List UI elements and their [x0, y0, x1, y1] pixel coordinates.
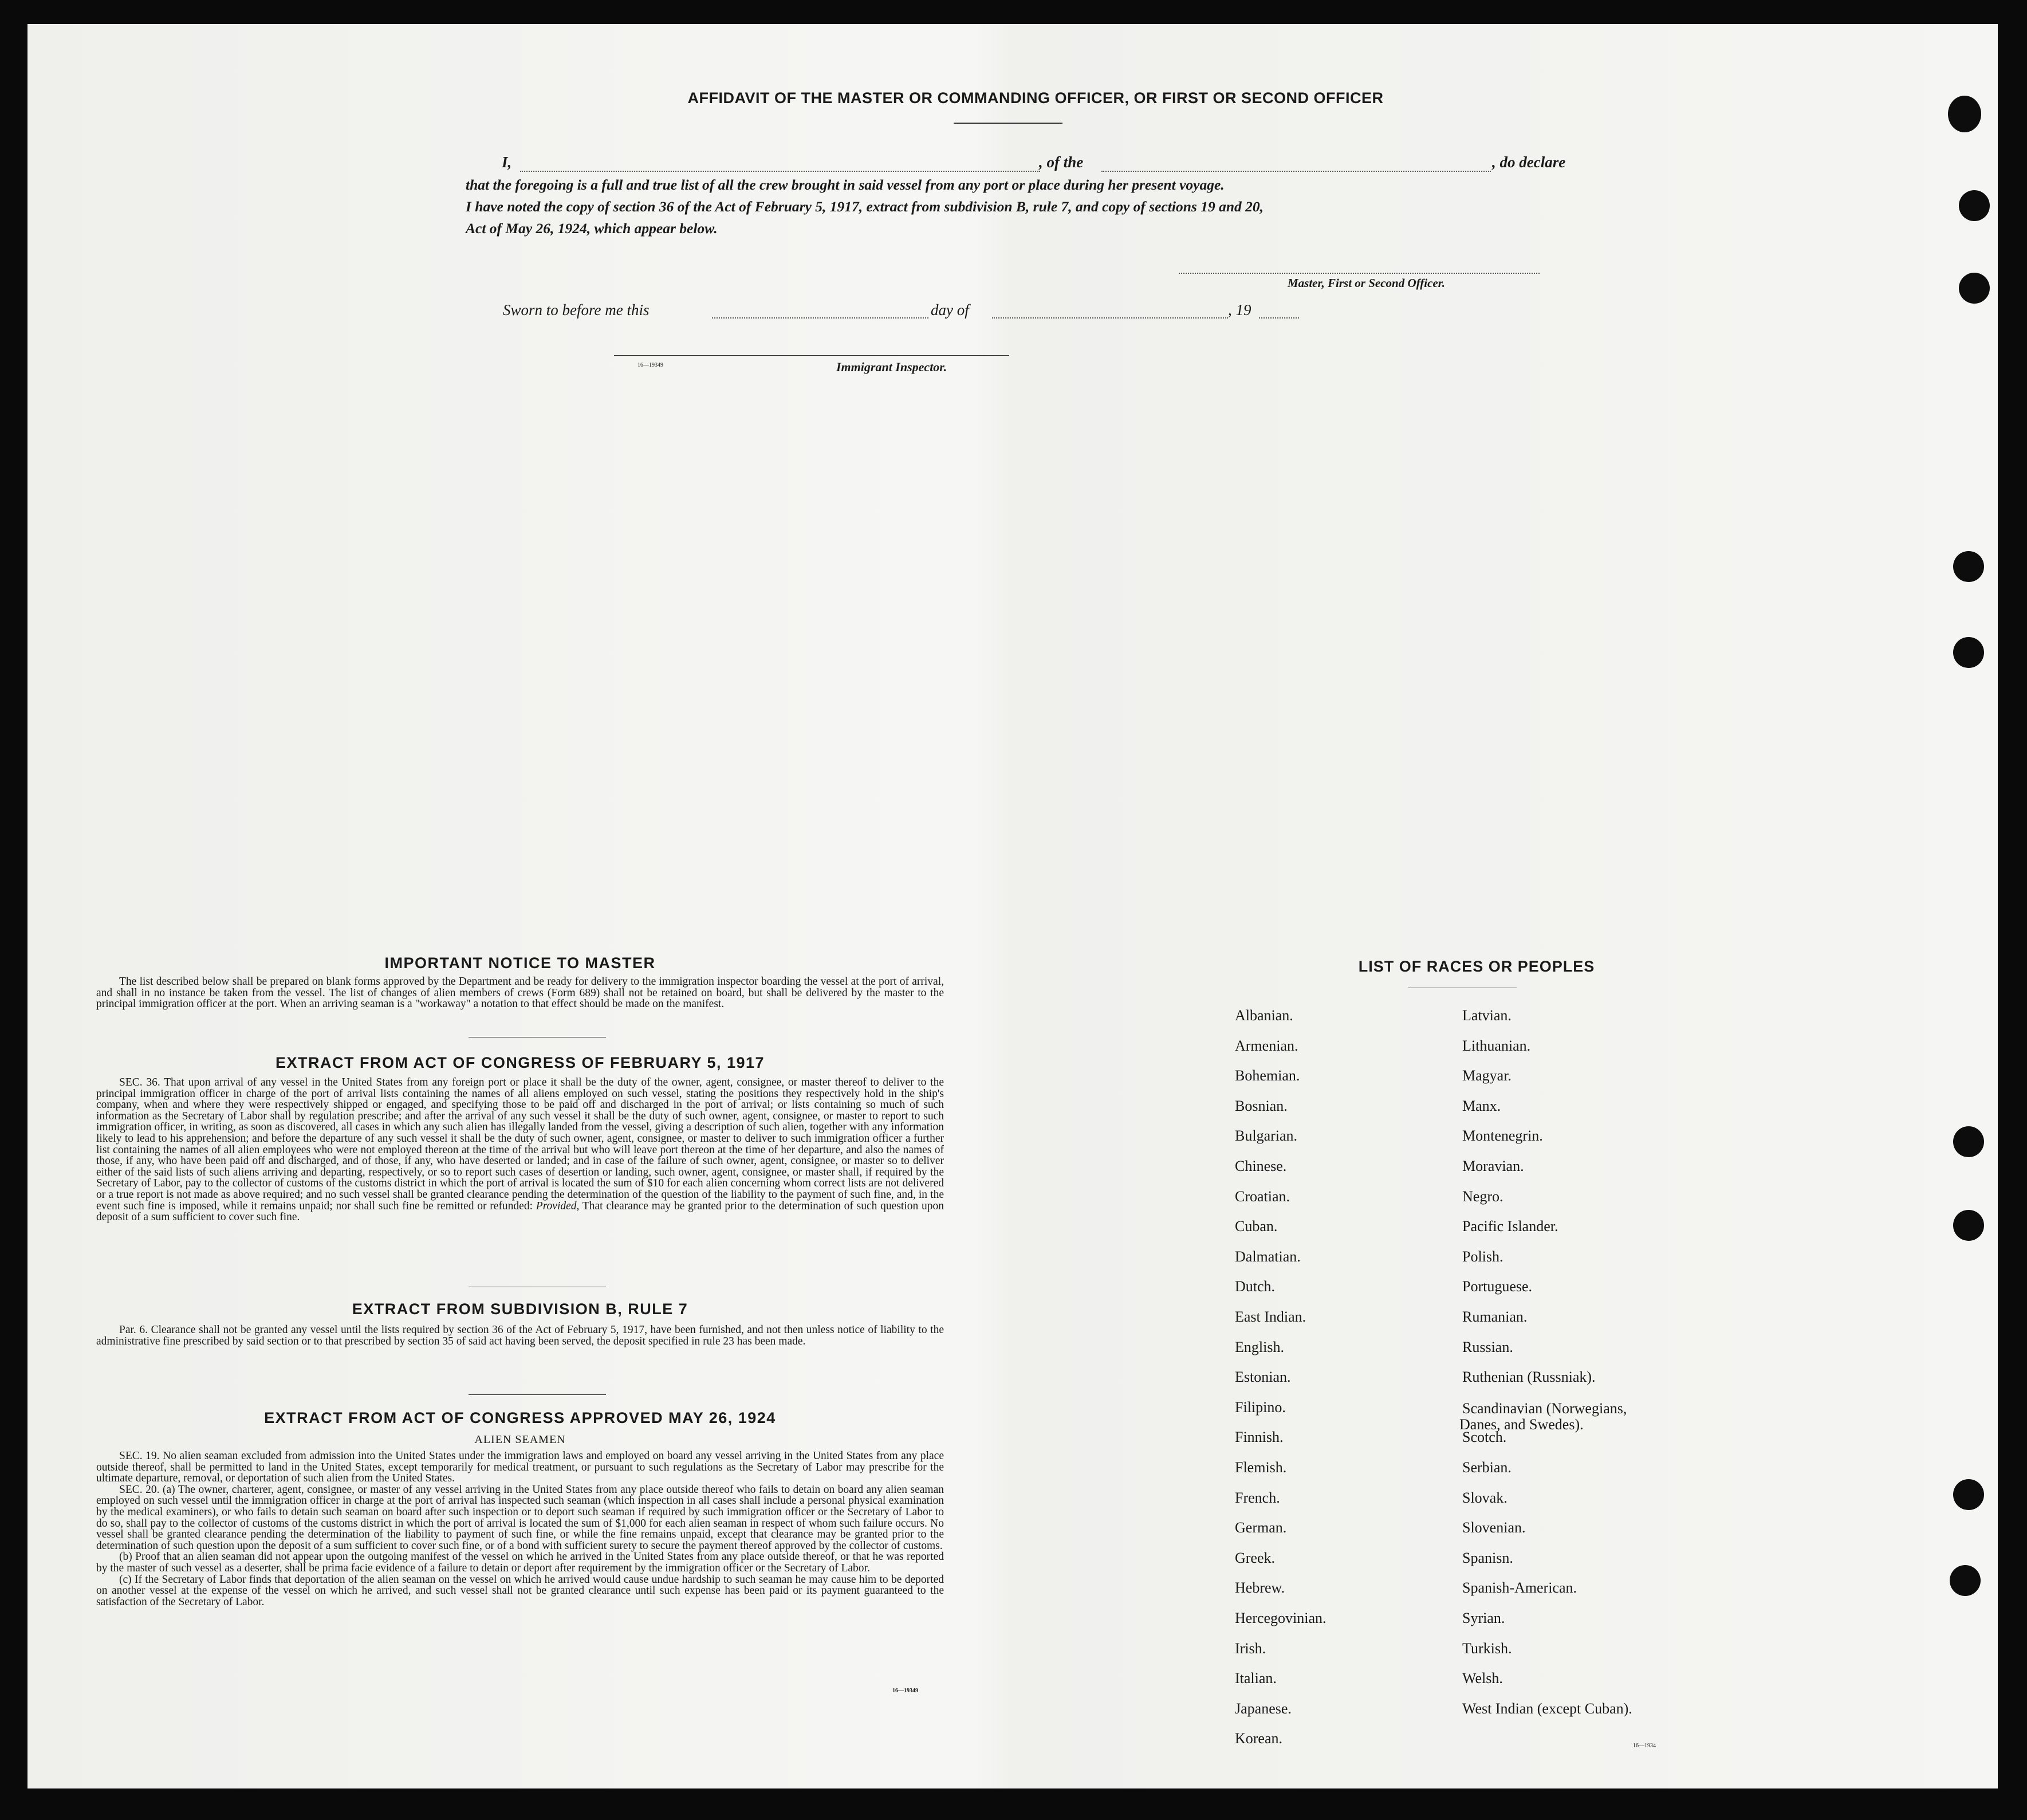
race-item: Hercegovinian.: [1235, 1610, 1327, 1626]
master-signature-blank: [1179, 273, 1540, 274]
race-item: Armenian.: [1235, 1037, 1298, 1054]
name-blank: [520, 171, 1040, 172]
race-item: German.: [1235, 1519, 1287, 1536]
race-item: Welsh.: [1462, 1670, 1503, 1687]
inspector-signature-line: [614, 355, 1009, 356]
race-item: Ruthenian (Russniak).: [1462, 1369, 1596, 1386]
extract-1924-title: EXTRACT FROM ACT OF CONGRESS APPROVED MAY 26, 1924: [264, 1409, 776, 1426]
form-number: 16—1934: [1633, 1743, 1656, 1749]
notice-text: The list described below shall be prepared on blank forms approved by the Department and be ready for delivery to the immigration inspector boarding the vessel at the port of arrival, and shall in no instance be taken from the vessel. The list of changes of alien members of crews (Form 689) shall not be retained on board, but shall be delivered by the master to the principal immigration officer at the port. When an arriving seaman is a "workaway" a notation to that effect should be made on the manifest.: [96, 976, 944, 1011]
race-item: Portuguese.: [1462, 1278, 1533, 1295]
race-item: Russian.: [1462, 1338, 1513, 1355]
punch-hole: [1950, 1565, 1981, 1596]
race-item: Pacific Islander.: [1462, 1218, 1558, 1235]
affidavit-title: AFFIDAVIT OF THE MASTER OR COMMANDING OFFICER, OR FIRST OR SECOND OFFICER: [687, 89, 1384, 107]
race-item: Croatian.: [1235, 1188, 1290, 1205]
race-item: Dutch.: [1235, 1278, 1276, 1295]
race-item: Serbian.: [1462, 1459, 1512, 1476]
form-number: 16—19349: [637, 362, 663, 368]
proviso-rest: That clearance may be granted prior to the determination of such question upon deposit of a sum sufficient to cover such fine.: [96, 1200, 944, 1224]
race-item: French.: [1235, 1489, 1280, 1506]
race-item: Slovak.: [1462, 1489, 1508, 1506]
notice-title: IMPORTANT NOTICE TO MASTER: [384, 954, 656, 972]
race-item: Italian.: [1235, 1670, 1277, 1687]
sec20b-text: (b) Proof that an alien seaman did not appear upon the outgoing manifest of the vessel on which he arrived in the United States from any place outside thereof, or that he was reported by the master of such vessel as a deserter, shall be prima facie evidence of a failure to detain or deport after requirement by the immigration officer or the Secretary of Labor.: [96, 1551, 944, 1574]
sworn-month-blank: [992, 317, 1228, 319]
race-item: Polish.: [1462, 1248, 1503, 1265]
race-item: Montenegrin.: [1462, 1127, 1543, 1145]
race-item: Flemish.: [1235, 1459, 1287, 1476]
rule7-title: EXTRACT FROM SUBDIVISION B, RULE 7: [352, 1300, 688, 1318]
punch-hole: [1953, 637, 1984, 668]
race-item: Bulgarian.: [1235, 1127, 1298, 1145]
race-item: West Indian (except Cuban).: [1462, 1700, 1632, 1717]
affidavit-line-3: I have noted the copy of section 36 of the Act of February 5, 1917, extract from subdivision B, rule 7, and copy of sections 19 and 20,: [466, 198, 1264, 215]
race-item: English.: [1235, 1338, 1284, 1355]
extract-1917-text: [96, 1077, 944, 1223]
race-item: Chinese.: [1235, 1158, 1287, 1174]
sworn-label: Sworn to before me this: [503, 301, 650, 319]
sworn-year-blank: [1259, 317, 1299, 319]
race-item: Magyar.: [1462, 1067, 1512, 1084]
sworn-day-blank: [712, 317, 928, 319]
day-of-label: day of: [931, 301, 969, 319]
punch-hole: [1953, 551, 1984, 582]
race-item: Greek.: [1235, 1549, 1276, 1566]
affidavit-line-4: Act of May 26, 1924, which appear below.: [466, 220, 718, 237]
sec36-text: SEC. 36. That upon arrival of any vessel in the United States from any foreign port or place it shall be the duty of the owner, agent, consignee, or master thereof to deliver to the principal immigration officer in charge of the port of arrival lists containing the names of all aliens employed on such vessel, stating the positions they respectively hold in the ship's company, when and where they were respectively shipped or engaged, and specifying those to be paid off and discharged in the port of arrival; or lists containing so much of such information as the Secretary of Labor shall by regulation prescribe; and after the arrival of any such vessel it shall be the duty of such owner, agent, consignee, or master to report to such immigration officer, in writing, as soon as discovered, all cases in which any such alien has illegally landed from the vessel, giving a description of such alien, together with any information likely to lead to his apprehension; and before the departure of any such vessel it shall be the duty of such owner, agent, consignee, or master to deliver to such immigration officer a further list containing the names of all alien employees who were not employed thereon at the time of the arrival but who will leave port thereon at the time of her departure, and also the names of those, if any, who have been paid off and discharged, and of those, if any, who have deserted or landed; and in case of the failure of such owner, agent, consignee, or master so to deliver either of the said lists of such aliens arriving and departing, respectively, or so to report such cases of desertion or landing, such owner, agent, consignee, or master shall, if required by the Secretary of Labor, pay to the collector of customs of the customs district in which the port of arrival is located the sum of $10 for each alien concerning whom correct lists are not delivered or a true report is not made as above required; and no such vessel shall be granted clearance pending the determination of the question of the liability to the payment of such fine, and, in the event such fine is imposed, while it remains unpaid; nor shall such fine be remitted or refunded:: [96, 1076, 944, 1212]
race-item: Latvian.: [1462, 1007, 1512, 1024]
year-label: , 19: [1228, 301, 1251, 319]
master-label: Master, First or Second Officer.: [1288, 276, 1445, 290]
race-item: Filipino.: [1235, 1398, 1286, 1416]
alien-seamen-subtitle: ALIEN SEAMEN: [474, 1433, 566, 1446]
race-item: Korean.: [1235, 1730, 1283, 1747]
race-item: Moravian.: [1462, 1158, 1524, 1174]
extract-1924-body: [96, 1451, 944, 1607]
punch-hole: [1948, 96, 1981, 132]
i-label: I,: [502, 154, 512, 171]
race-item: Negro.: [1462, 1188, 1503, 1205]
punch-hole: [1953, 1210, 1984, 1241]
race-item: Cuban.: [1235, 1218, 1278, 1235]
punch-hole: [1953, 1126, 1984, 1157]
rule7-text: Par. 6. Clearance shall not be granted any vessel until the lists required by section 36 of the Act of February 5, 1917, have been furnished, and not then unless notice of liability to the administrative fine prescribed by said section or to that prescribed by section 35 of said act having been served, the deposit specified in rule 23 has been made.: [96, 1324, 944, 1347]
race-item: Bosnian.: [1235, 1097, 1288, 1114]
race-item: Syrian.: [1462, 1610, 1505, 1626]
form-number: 16—19349: [892, 1688, 918, 1694]
race-item: Spanish-American.: [1462, 1579, 1577, 1597]
race-item: Bohemian.: [1235, 1067, 1300, 1084]
race-item: East Indian.: [1235, 1308, 1306, 1325]
proviso-italic: Provided,: [536, 1200, 580, 1212]
do-declare-label: , do declare: [1492, 154, 1566, 171]
race-item: Finnish.: [1235, 1429, 1284, 1446]
race-item: Rumanian.: [1462, 1308, 1528, 1325]
race-item: Dalmatian.: [1235, 1248, 1301, 1265]
race-item: Spanisn.: [1462, 1549, 1513, 1566]
race-item: Slovenian.: [1462, 1519, 1526, 1536]
race-item: Japanese.: [1235, 1700, 1292, 1717]
race-item: Albanian.: [1235, 1007, 1293, 1024]
races-title: LIST OF RACES OR PEOPLES: [1358, 958, 1595, 975]
race-item: Hebrew.: [1235, 1579, 1285, 1597]
sec20a-text: SEC. 20. (a) The owner, charterer, agent, consignee, or master of any vessel arriving in the United States from any place outside thereof who fails to detain on board any alien seaman employed on such vessel until the immigration officer in charge at the port of arrival has inspected such seaman (which inspection in all cases shall include a personal physical examination by the medical examiners), or who fails to detain such seaman on board after such inspection or to deport such seaman if required by such immigration officer or the Secretary of Labor to do so, shall pay to the collector of customs of the customs district in which the port of arrival is located the sum of $1,000 for each alien seaman in respect of whom such failure occurs. No vessel shall be granted clearance pending the determination of the liability to payment of such fine, or while the fine remains unpaid, except that clearance may be granted prior to the determination of such question upon the deposit of a sum sufficient to cover such fine, or of a bond with sufficient surety to secure the payment thereof approved by the collector of customs.: [96, 1483, 944, 1552]
divider: [469, 1394, 606, 1395]
sec20c-text: (c) If the Secretary of Labor finds that deportation of the alien seaman on the vessel on which he arrived would cause undue hardship to such seaman he may cause him to be deported on another vessel at the expense of the vessel on which he arrived, and such vessel shall not be granted clearance until such expense has been paid or its payment guaranteed to the satisfaction of the Secretary of Labor.: [96, 1573, 944, 1608]
punch-hole: [1959, 273, 1990, 304]
extract-1917-title: EXTRACT FROM ACT OF CONGRESS OF FEBRUARY 5, 1917: [275, 1054, 765, 1071]
race-item: Turkish.: [1462, 1640, 1512, 1657]
vessel-blank: [1101, 171, 1491, 172]
of-the-label: , of the: [1039, 154, 1084, 171]
race-item: Scandinavian (Norwegians,: [1462, 1400, 1627, 1417]
race-item: Manx.: [1462, 1097, 1501, 1114]
race-item: Scotch.: [1462, 1429, 1507, 1446]
punch-hole: [1953, 1479, 1984, 1510]
title-underline: [954, 123, 1062, 124]
sec19-text: SEC. 19. No alien seaman excluded from admission into the United States under the immigration laws and employed on board any vessel arriving in the United States from any place outside thereof, shall be permitted to land in the United States, except temporarily for medical treatment, or pursuant to such regulations as the Secretary of Labor may prescribe for the ultimate departure, removal, or deportation of such alien from the United States.: [96, 1450, 944, 1485]
race-item: Estonian.: [1235, 1369, 1291, 1386]
inspector-label: Immigrant Inspector.: [836, 360, 947, 374]
affidavit-line-2: that the foregoing is a full and true list of all the crew brought in said vessel from any port or place during her present voyage.: [466, 176, 1225, 193]
race-item: Irish.: [1235, 1640, 1266, 1657]
document-sheet: [27, 24, 1998, 1788]
race-item: Danes, and Swedes).: [1459, 1416, 1584, 1433]
punch-hole: [1959, 190, 1990, 221]
race-item: Lithuanian.: [1462, 1037, 1531, 1054]
